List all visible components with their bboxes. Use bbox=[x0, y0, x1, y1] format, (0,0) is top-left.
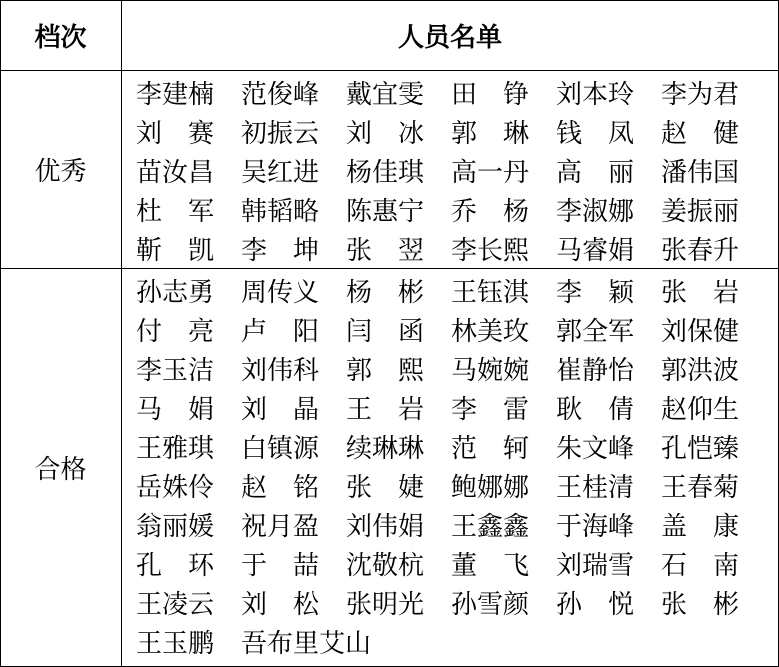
person-name: 周 传 义 bbox=[241, 278, 320, 308]
person-name: 田 铮 bbox=[451, 80, 529, 110]
person-name: 刘 本 玲 bbox=[556, 80, 635, 110]
person-name: 戴 宜 雯 bbox=[346, 80, 425, 110]
person-name: 王 鑫 鑫 bbox=[451, 512, 530, 542]
person-name: 盖 康 bbox=[661, 512, 739, 542]
column-divider bbox=[121, 0, 122, 667]
name-list-qualified bbox=[136, 271, 766, 661]
person-name: 李 淑 娜 bbox=[556, 197, 635, 227]
person-name: 付 亮 bbox=[136, 317, 214, 347]
person-name: 初 振 云 bbox=[241, 119, 320, 149]
person-name: 张 翌 bbox=[346, 236, 424, 266]
person-name: 翁 丽 媛 bbox=[136, 512, 215, 542]
person-name: 孔 环 bbox=[136, 551, 214, 581]
person-name: 张 岩 bbox=[661, 278, 739, 308]
person-name: 孙 雪 颜 bbox=[451, 590, 530, 620]
header-names: 人员名单 bbox=[397, 23, 502, 53]
person-name: 刘 伟 娟 bbox=[346, 512, 425, 542]
header-level: 档次 bbox=[34, 23, 87, 53]
person-name: 杜 军 bbox=[136, 197, 214, 227]
person-name: 王 桂 清 bbox=[556, 473, 635, 503]
person-name: 杨 佳 琪 bbox=[346, 158, 425, 188]
person-name: 潘 伟 国 bbox=[661, 158, 740, 188]
person-name: 姜 振 丽 bbox=[661, 197, 740, 227]
person-name: 于 喆 bbox=[241, 551, 319, 581]
person-name: 林 美 玫 bbox=[451, 317, 530, 347]
person-name: 王 玉 鹏 bbox=[136, 629, 215, 659]
person-name: 马 婉 婉 bbox=[451, 356, 530, 386]
person-name: 赵 铭 bbox=[241, 473, 319, 503]
person-name: 于 海 峰 bbox=[556, 512, 635, 542]
person-name: 李 玉 洁 bbox=[136, 356, 215, 386]
person-name: 岳 姝 伶 bbox=[136, 473, 215, 503]
person-name: 张 婕 bbox=[346, 473, 424, 503]
person-name: 刘 瑞 雪 bbox=[556, 551, 635, 581]
person-name: 郭 全 军 bbox=[556, 317, 635, 347]
name-list-excellent bbox=[136, 73, 766, 268]
person-name: 李 坤 bbox=[241, 236, 319, 266]
person-name: 刘 赛 bbox=[136, 119, 214, 149]
person-name: 刘 晶 bbox=[241, 395, 319, 425]
person-name: 白 镇 源 bbox=[241, 434, 320, 464]
person-name: 陈 惠 宁 bbox=[346, 197, 425, 227]
person-name: 赵 健 bbox=[661, 119, 739, 149]
person-name: 王 雅 琪 bbox=[136, 434, 215, 464]
person-name: 李 颖 bbox=[556, 278, 634, 308]
person-name: 张 彬 bbox=[661, 590, 739, 620]
person-name: 续 琳 琳 bbox=[346, 434, 425, 464]
person-name: 王 春 菊 bbox=[661, 473, 740, 503]
person-name: 鲍 娜 娜 bbox=[451, 473, 530, 503]
person-name: 孙 志 勇 bbox=[136, 278, 215, 308]
person-name: 沈 敬 杭 bbox=[346, 551, 425, 581]
person-name: 马 娟 bbox=[136, 395, 214, 425]
person-name: 韩 韬 略 bbox=[241, 197, 320, 227]
person-name: 孔 恺 臻 bbox=[661, 434, 740, 464]
person-name: 杨 彬 bbox=[346, 278, 424, 308]
person-name: 朱 文 峰 bbox=[556, 434, 635, 464]
group-level-qualified: 合格 bbox=[34, 455, 87, 485]
person-name: 李 雷 bbox=[451, 395, 529, 425]
person-name: 刘 保 健 bbox=[661, 317, 740, 347]
person-name: 郭 洪 波 bbox=[661, 356, 740, 386]
person-name: 刘 松 bbox=[241, 590, 319, 620]
person-name: 王 钰 淇 bbox=[451, 278, 530, 308]
person-name: 高 一 丹 bbox=[451, 158, 530, 188]
person-name: 郭 琳 bbox=[451, 119, 529, 149]
group-level-excellent: 优秀 bbox=[34, 157, 87, 187]
person-name: 范 俊 峰 bbox=[241, 80, 320, 110]
person-name: 张 春 升 bbox=[661, 236, 740, 266]
person-name: 耿 倩 bbox=[556, 395, 634, 425]
person-name: 卢 阳 bbox=[241, 317, 319, 347]
person-name: 孙 悦 bbox=[556, 590, 634, 620]
person-name: 苗 汝 昌 bbox=[136, 158, 215, 188]
person-name: 祝 月 盈 bbox=[241, 512, 320, 542]
person-name: 郭 熙 bbox=[346, 356, 424, 386]
person-name: 范 轲 bbox=[451, 434, 529, 464]
person-name: 董 飞 bbox=[451, 551, 529, 581]
person-name: 李 建 楠 bbox=[136, 80, 215, 110]
person-name: 马 睿 娟 bbox=[556, 236, 635, 266]
person-name: 石 南 bbox=[661, 551, 739, 581]
person-name: 吴 红 进 bbox=[241, 158, 320, 188]
person-name: 王 凌 云 bbox=[136, 590, 215, 620]
person-name: 刘 冰 bbox=[346, 119, 424, 149]
person-name: 乔 杨 bbox=[451, 197, 529, 227]
person-name: 崔 静 怡 bbox=[556, 356, 635, 386]
person-name: 张 明 光 bbox=[346, 590, 425, 620]
person-name: 吾布里艾山 bbox=[241, 629, 372, 659]
person-name: 李 为 君 bbox=[661, 80, 740, 110]
person-name: 高 丽 bbox=[556, 158, 634, 188]
person-name: 钱 凤 bbox=[556, 119, 634, 149]
person-name: 闫 函 bbox=[346, 317, 424, 347]
person-name: 刘 伟 科 bbox=[241, 356, 320, 386]
person-name: 赵 仰 生 bbox=[661, 395, 740, 425]
person-name: 王 岩 bbox=[346, 395, 424, 425]
person-name: 靳 凯 bbox=[136, 236, 214, 266]
person-name: 李 长 熙 bbox=[451, 236, 530, 266]
